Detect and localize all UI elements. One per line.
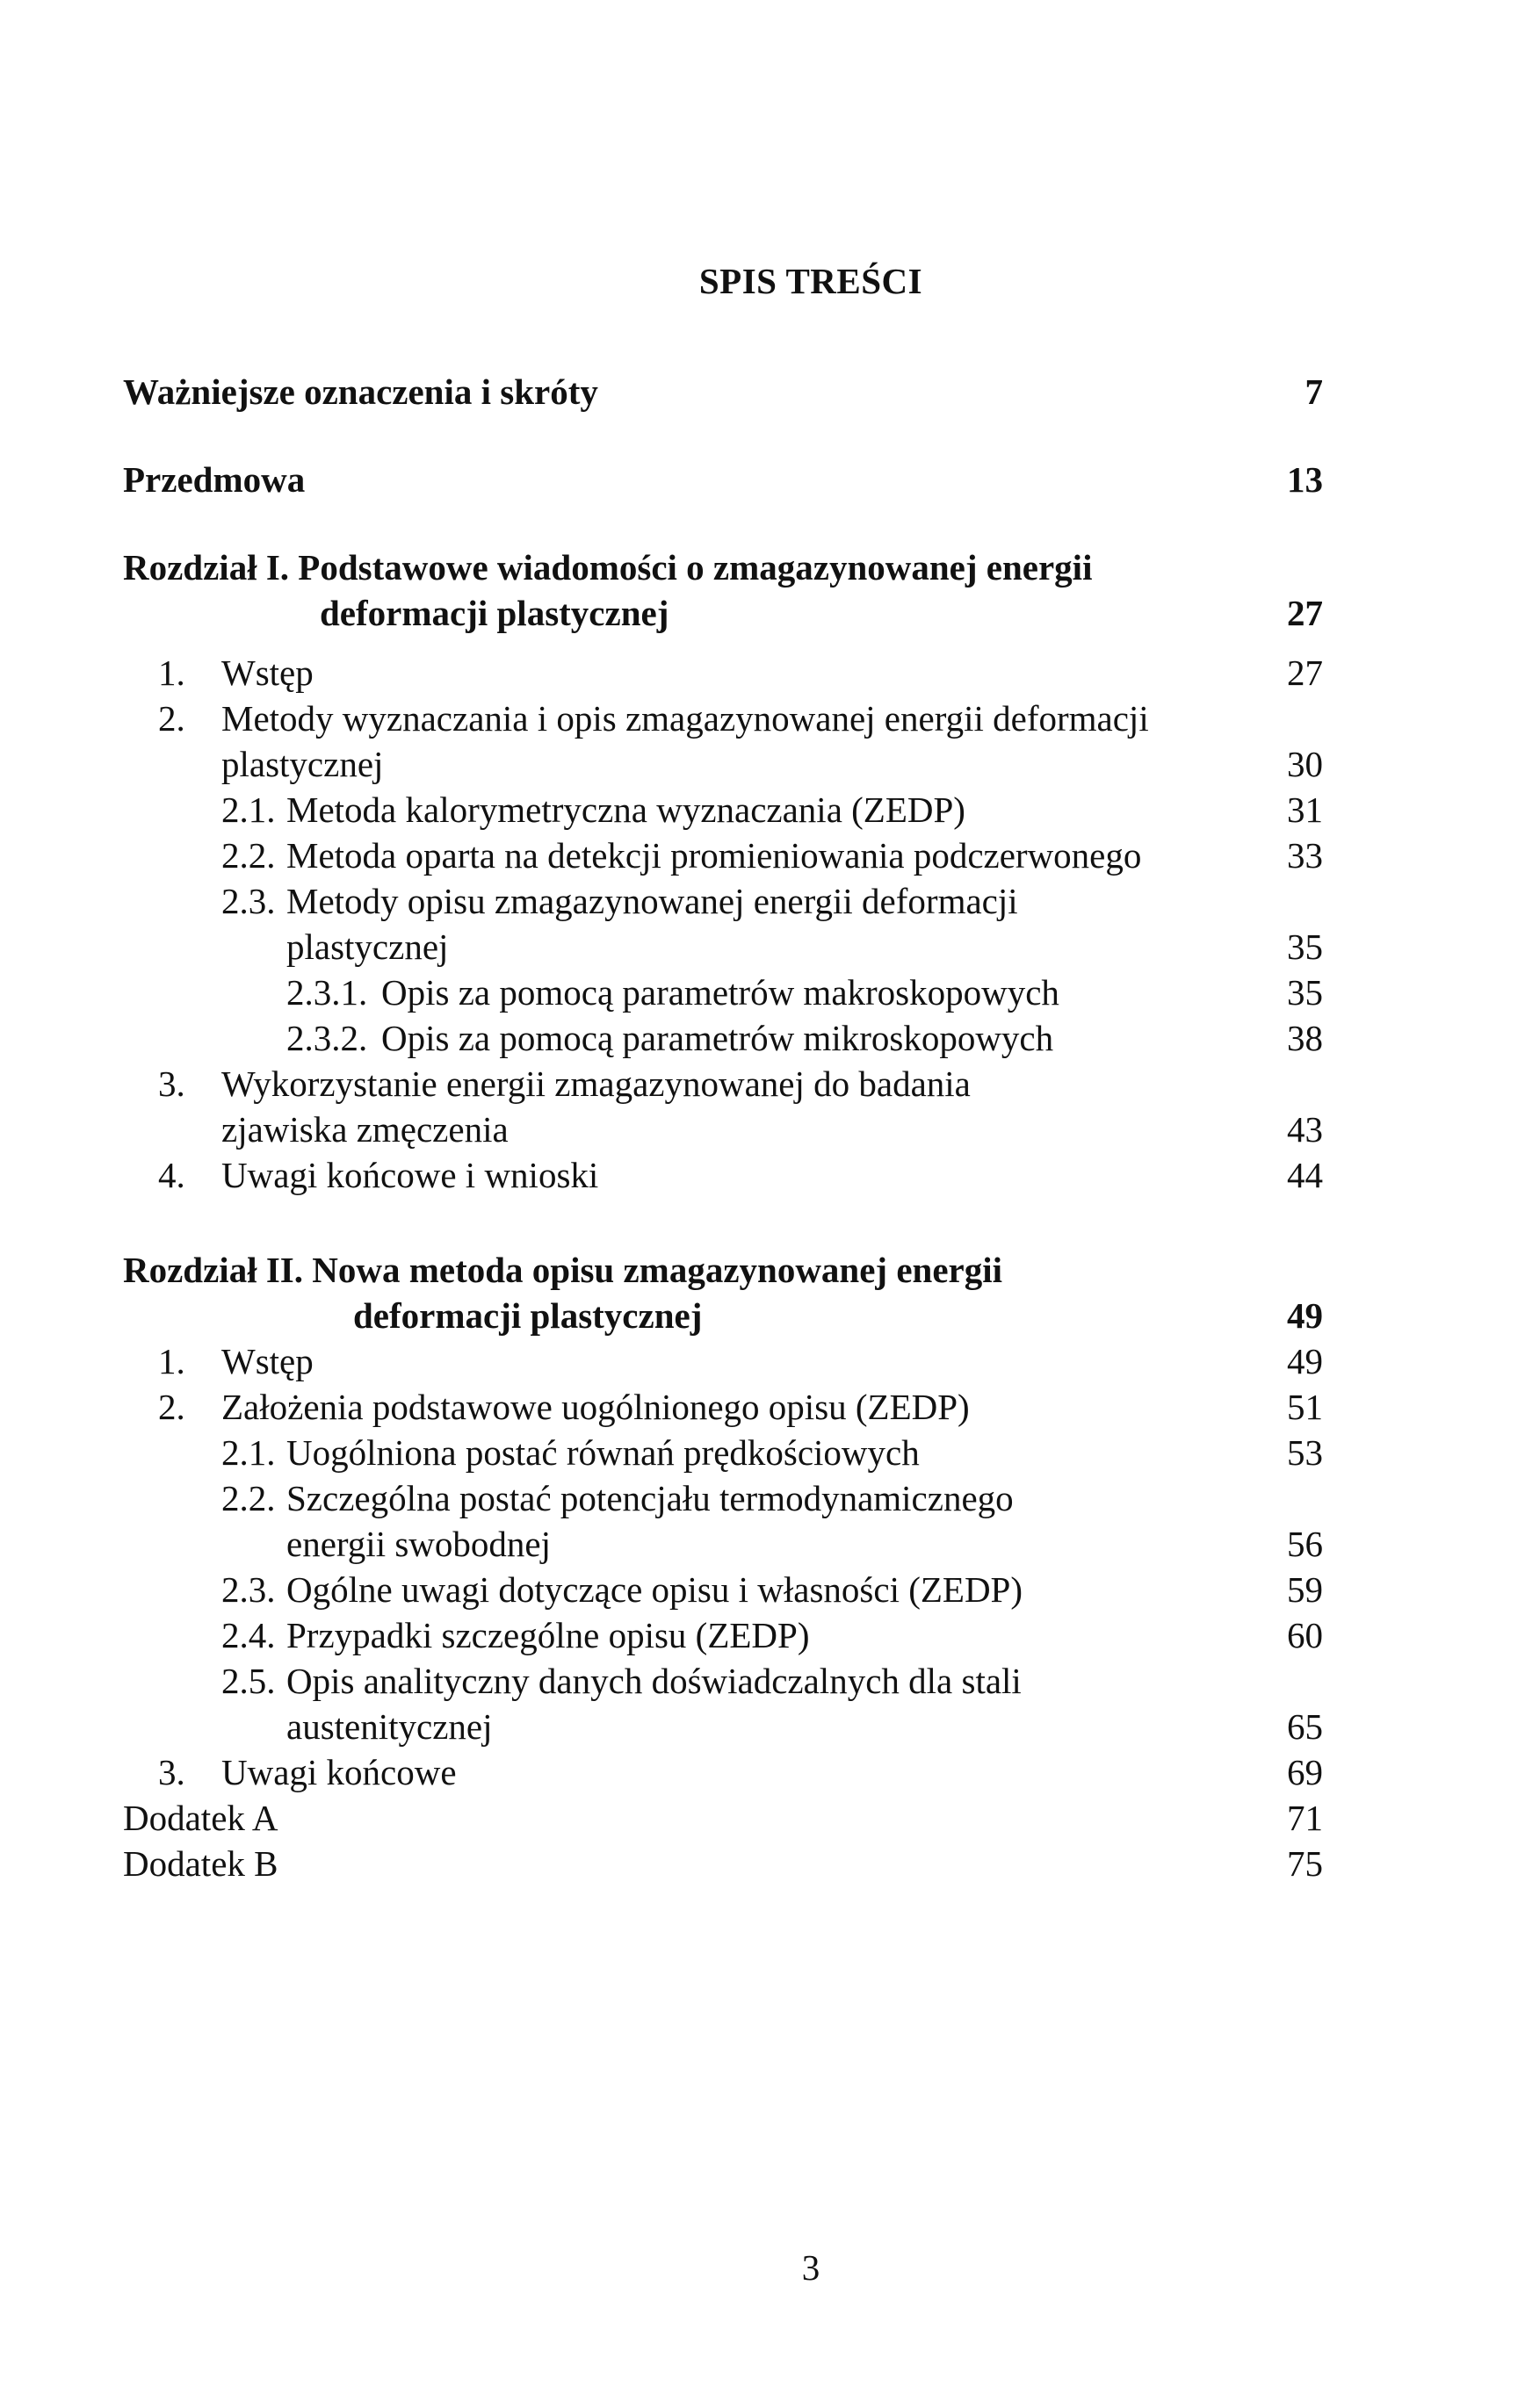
toc-entry[interactable] <box>123 878 1323 924</box>
toc-entry-title-continued: energii swobodnej <box>286 1524 551 1564</box>
toc-page-number: 69 <box>1287 1752 1323 1792</box>
toc-entry-title: Wstęp <box>221 652 314 693</box>
toc-entry[interactable] <box>123 787 1323 833</box>
toc-page-number: 35 <box>1287 926 1323 967</box>
toc-entry-continued[interactable] <box>123 924 1323 970</box>
toc-page-number: 30 <box>1287 744 1323 784</box>
toc-entry-number: 2.3. <box>221 1569 276 1610</box>
toc-page-number: 27 <box>1287 593 1323 633</box>
toc-entry-number: 2.3.1. <box>286 972 368 1013</box>
toc-entry-title: Uwagi końcowe <box>221 1752 457 1792</box>
toc-entry-number: 2.4. <box>221 1615 276 1655</box>
toc-entry-title-continued: zjawiska zmęczenia <box>221 1109 509 1150</box>
page-number: 3 <box>801 2247 820 2288</box>
toc-page-number: 31 <box>1287 789 1323 830</box>
toc-entry-title: Ogólne uwagi dotyczące opisu i własności (ZEDP) <box>286 1569 1023 1610</box>
toc-page-number: 60 <box>1287 1615 1323 1655</box>
toc-entry-title: Przypadki szczególne opisu (ZEDP) <box>286 1615 810 1655</box>
toc-entry-title-continued: austenitycznej <box>286 1706 493 1747</box>
toc-entry[interactable] <box>123 1338 1323 1384</box>
toc-chapter-title: Rozdział I. Podstawowe wiadomości o zmagazynowanej energii <box>123 547 1093 588</box>
toc-entry-title: Wykorzystanie energii zmagazynowanej do badania <box>221 1063 971 1104</box>
toc-page-number: 51 <box>1287 1387 1323 1427</box>
toc-page-number: 65 <box>1287 1706 1323 1747</box>
toc-entry-title: Dodatek A <box>123 1798 278 1838</box>
toc-entry[interactable] <box>123 1430 1323 1475</box>
toc-page-number: 13 <box>1287 459 1323 500</box>
toc-entry[interactable] <box>123 1841 1323 1886</box>
toc-page-number: 49 <box>1287 1341 1323 1381</box>
toc-entry-number: 2.3. <box>221 881 276 921</box>
toc-entry-title: Opis analityczny danych doświadczalnych dla stali <box>286 1661 1022 1701</box>
toc-entry[interactable] <box>123 1567 1323 1612</box>
toc-chapter-heading[interactable] <box>123 1247 1323 1293</box>
toc-chapter-heading-continued[interactable] <box>123 1293 1323 1338</box>
toc-entry[interactable] <box>123 1384 1323 1430</box>
toc-entry-continued[interactable] <box>123 1521 1323 1567</box>
toc-entry-number: 2.2. <box>221 1478 276 1518</box>
toc-entry-title: Opis za pomocą parametrów makroskopowych <box>381 972 1059 1013</box>
toc-entry-title: Opis za pomocą parametrów mikroskopowych <box>381 1018 1054 1058</box>
toc-entry[interactable] <box>123 696 1323 741</box>
toc-entry-number: 3. <box>158 1063 185 1104</box>
toc-page-number: 33 <box>1287 835 1323 876</box>
toc-chapter-title: Rozdział II. Nowa metoda opisu zmagazynowanej energii <box>123 1250 1003 1290</box>
toc-entry[interactable] <box>123 1612 1323 1658</box>
toc-entry-title-continued: plastycznej <box>221 744 384 784</box>
toc-entry-continued[interactable] <box>123 741 1323 787</box>
toc-entry-number: 2.1. <box>221 1432 276 1473</box>
toc-page-number: 59 <box>1287 1569 1323 1610</box>
toc-entry-number: 2.2. <box>221 835 276 876</box>
toc-entry[interactable] <box>123 1061 1323 1107</box>
toc-entry-continued[interactable] <box>123 1107 1323 1152</box>
toc-entry-number: 2. <box>158 698 185 739</box>
toc-entry-title: Metoda kalorymetryczna wyznaczania (ZEDP) <box>286 789 965 830</box>
toc-entry-number: 1. <box>158 1341 185 1381</box>
toc-chapter-title-continued: deformacji plastycznej <box>320 593 669 633</box>
toc-page-number: 38 <box>1287 1018 1323 1058</box>
toc-entry[interactable] <box>123 970 1323 1015</box>
toc-page-number: 56 <box>1287 1524 1323 1564</box>
toc-chapter-heading-continued[interactable] <box>123 590 1323 636</box>
toc-entry[interactable] <box>123 833 1323 878</box>
toc-entry[interactable] <box>123 369 1323 415</box>
toc-entry[interactable] <box>123 1749 1323 1795</box>
toc-entry-title: Uwagi końcowe i wnioski <box>221 1155 599 1195</box>
toc-entry-title: Przedmowa <box>123 459 306 500</box>
toc-entry-number: 4. <box>158 1155 185 1195</box>
toc-entry-number: 1. <box>158 652 185 693</box>
toc-chapter-heading[interactable] <box>123 544 1323 590</box>
toc-page-number: 44 <box>1287 1155 1323 1195</box>
toc-entry[interactable] <box>123 650 1323 696</box>
toc-page-number: 43 <box>1287 1109 1323 1150</box>
toc-entry-title: Szczególna postać potencjału termodynamicznego <box>286 1478 1014 1518</box>
toc-entry[interactable] <box>123 1795 1323 1841</box>
toc-entry-title: Ważniejsze oznaczenia i skróty <box>123 371 598 412</box>
toc-entry-number: 2. <box>158 1387 185 1427</box>
toc-chapter-title-continued: deformacji plastycznej <box>353 1295 703 1336</box>
toc-entry[interactable] <box>123 1152 1323 1198</box>
toc-entry-number: 2.3.2. <box>286 1018 368 1058</box>
toc-entry-title: Metoda oparta na detekcji promieniowania podczerwonego <box>286 835 1142 876</box>
toc-entry[interactable] <box>123 1015 1323 1061</box>
toc-page-number: 27 <box>1287 652 1323 693</box>
toc-entry-number: 2.1. <box>221 789 276 830</box>
toc-entry-continued[interactable] <box>123 1704 1323 1749</box>
toc-entry-number: 3. <box>158 1752 185 1792</box>
toc-entry-title: Metody wyznaczania i opis zmagazynowanej energii deformacji <box>221 698 1149 739</box>
toc-entry-title-continued: plastycznej <box>286 926 449 967</box>
toc-page-number: 53 <box>1287 1432 1323 1473</box>
toc-entry-title: Uogólniona postać równań prędkościowych <box>286 1432 920 1473</box>
toc-entry[interactable] <box>123 1475 1323 1521</box>
toc-page-number: 35 <box>1287 972 1323 1013</box>
toc-entry-title: Dodatek B <box>123 1843 278 1884</box>
toc-entry-title: Założenia podstawowe uogólnionego opisu (ZEDP) <box>221 1387 970 1427</box>
toc-page-number: 75 <box>1287 1843 1323 1884</box>
toc-page-number: 7 <box>1305 371 1323 412</box>
toc-page-number: 49 <box>1287 1295 1323 1336</box>
toc-entry-title: Wstęp <box>221 1341 314 1381</box>
toc-entry-title: Metody opisu zmagazynowanej energii deformacji <box>286 881 1018 921</box>
toc-entry[interactable] <box>123 457 1323 502</box>
page-title: SPIS TREŚCI <box>698 261 923 301</box>
toc-entry-number: 2.5. <box>221 1661 276 1701</box>
toc-entry[interactable] <box>123 1658 1323 1704</box>
toc-page-number: 71 <box>1287 1798 1323 1838</box>
